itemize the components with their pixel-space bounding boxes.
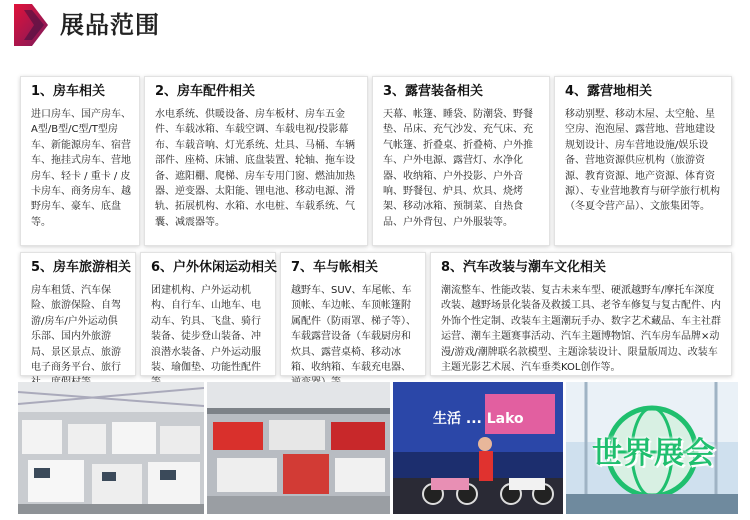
card-text: 潮流整车、性能改装、复古未来车型、硬派越野车/摩托车深度改装、越野场景化装备及救援工具、老爷车修复与复古配件、内外饰个性定制、改装车主题潮玩手办、数字艺术藏品、车主社群运营、潮车主题赛事活动、汽车主题博物馆、汽车房车品牌×动漫/游戏/潮牌联名款模型、主题涂装设计、限量版周边、改装车主题光影艺术展、汽车垂类KOL创作等。 — [441, 285, 721, 374]
card-heading: 7、车与帐相关 — [291, 260, 379, 275]
photo-logo — [566, 382, 738, 514]
card-heading: 2、房车配件相关 — [155, 84, 256, 99]
photo-rv-hall — [18, 382, 204, 514]
card-heading: 8、汽车改装与潮车文化相关 — [441, 260, 607, 275]
card-rv-tourism — [20, 252, 136, 376]
card-heading: 3、露营装备相关 — [383, 84, 484, 99]
card-text: 团建机构、户外运动机构、自行车、山地车、电动车、钓具、飞盘、骑行装备、徒步登山装备、冲浪潜水装备、户外运动服装、瑜伽垫、功能性配件 — [151, 285, 261, 374]
card-text: 越野车、SUV、车尾帐、车顶帐、车边帐、车顶帐篷附属配件（防雨罩、梯子等）、车载露营设备（车载厨房和炊具、露营桌椅、移动冰箱、收纳箱、车载充电器、 — [291, 285, 416, 374]
card-heading: 1、房车相关 — [31, 84, 106, 99]
card-car-tent — [280, 252, 426, 376]
world-expo-logo-text: 世界展会 — [592, 436, 716, 471]
card-text: 移动别墅、移动木屋、太空舱、星空房、泡泡屋、露营地、营地建设规划设计、房车营地设施/娱乐设备、营地资源供应机构（旅游资源、教育资源、地产资源、体育资源）、专业营地教育与研学旅行机构（冬夏令营产品）、文旅集团等。 — [565, 109, 720, 213]
card-heading: 4、露营地相关 — [565, 84, 653, 99]
page-title: 展品范围 — [60, 11, 160, 39]
card-outdoor-sports — [140, 252, 276, 376]
card-text: 进口房车、国产房车、A型/B型/C型/T型房车、新能源房车、宿营车、拖挂式房车、营地房车、轻卡 / 重卡 / 皮卡房车、商务房车、越野房车、豪车、底盘等。 — [31, 109, 131, 228]
card-text: 水电系统、供暖设备、房车板材、房车五金件、车载冰箱、车载空调、车载电视/投影幕布、车载音响、灯光系统、灶具、马桶、车辆部件、座椅、床铺、底盘装置、轮轴、拖车设备、遮阳棚、爬梯、房车专用门窗、燃油加热器、逆变器、太阳能、锂电池、移动电源、滑轨、拓展机构、水箱、水电桩、车载系统、气囊、减震器等。 — [155, 109, 355, 228]
photo-stage-motorbikes — [393, 382, 563, 514]
photo-exhibition-booths — [207, 382, 390, 514]
card-rv-parts — [144, 76, 368, 246]
card-rv — [20, 76, 140, 246]
card-campsite — [554, 76, 732, 246]
card-text: 房车租赁、汽车保险、旅游保险、自驾游/房车/户外运动俱乐部、国内外旅游局、景区景点、旅游电子商务平台、旅行 — [31, 285, 121, 374]
card-camping-gear — [372, 76, 550, 246]
stage-banner-text: 生活 ... Lako — [433, 411, 524, 427]
title-ribbon-icon — [14, 4, 48, 46]
card-heading: 6、户外休闲运动相关 — [151, 260, 278, 275]
card-heading: 5、房车旅游相关 — [31, 260, 132, 275]
card-text: 天幕、帐篷、睡袋、防潮袋、野餐垫、吊床、充气沙发、充气床、充气帐篷、折叠桌、折叠椅、户外推车、户外电源、露营灯、水净化器、收纳箱、户外投影、户外音响、野餐包、炉具、炊具、烧烤架、移动冰箱、预制菜、自热食品、户外背包、户外服装等。 — [383, 109, 533, 228]
card-car-modification — [430, 252, 732, 376]
